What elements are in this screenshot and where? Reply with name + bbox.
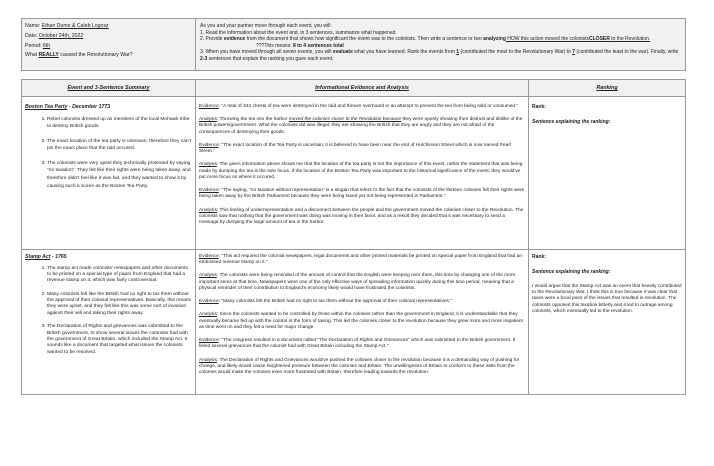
ranking-column-header: Ranking	[529, 80, 685, 97]
instructions	[197, 19, 685, 70]
event-column	[22, 80, 196, 394]
rank-label: Rank:	[532, 104, 546, 110]
instr-note: ???This means: 8 to 4 sentences total	[256, 42, 344, 49]
summary-list	[25, 116, 192, 191]
list-item: 2. Many colonists felt like the British had no right to tax them without the approval of their colonial representatives. Basically, this means they were upset, and they felt like this was some sort of invasion against their will and taking their rights away.	[47, 292, 192, 318]
evidence-text: Evidence: "The saying, "no taxation without representation" is a slogan that refers to the fact that the colonists of the thirteen colonies felt their rights were being taken away by the British Parliament because they were being taxed yet not being represented in Parliament."	[199, 188, 525, 200]
evidence-text: Evidence: "Many colonists felt the British had no right to tax them without the approval of their colonial representatives."	[199, 299, 452, 305]
analysis-text: Analysis: This feeling of underrepresentation and a disconnect between the people and the government moved the colonies closer to the Revolution. The colonists saw that nothing that the government was doing was moving in their favor, and as a result they decided that it was necessary to send a message by dumping the large amount of tea in the harbor.	[199, 207, 524, 226]
date-value: October 24th, 2022	[38, 32, 84, 39]
instr-step-1: 1. Read the information about the event and, in 3 sentences, summarize what happened.	[200, 29, 397, 36]
event-summary-stamp-act	[22, 251, 195, 366]
analysis-text: Analysis: The given information above shows me that the location of the tea party is not the importance of this event, rather the statement that was being made by dumping the tea is the sole focus. If the location of the Boston Tea Party was important to the historical significance of the event, they would've put more focus on where it occured.	[199, 162, 523, 180]
analysis-text: Analysis: The colonists were being reminded of the amount of control that the English were keeping over them, this time by changing one of the more important items at that time. Newspapers were one of the only effective ways of spreading information quickly during this time period, meaning that a physical reminder of their contribution to England's economy likely would have frustrated the colonists.	[199, 273, 516, 291]
rank-explanation: I would argue that the Stamp Act was an event that heavily contributed to the Revolutionary War. I think this is true because it was clear that taxes were a focal point of the issues that resulted in revolution. The colonists opposed this taxation bitterly and it led to outrage among colonists, which eventually led to the revolution.	[532, 283, 682, 315]
analysis-text: Analysis: The Declaration of Rights and Grievances would've pushed the colonies closer to the revolution because it is a demanding way of pushing for change, and likely would cause heightened pressure between the colonies and Britain. The unwillingness of Britain to conform to these asks from the colonies would make the colonies even more frustrated with Britain, therefore leading towards the revolution.	[199, 357, 520, 376]
list-item: 3. The Declaration of Rights and grievances was submitted to the British government, to show several issues the colonists had with the government of Great Britain, which included the Stamp Act. It sounds like a document that targeted what issues the colonists wanted to be resolved.	[47, 324, 192, 356]
instr-step-2: 2. Provide evidence from the document that shows how significant the event was to the colonists. Then write a sentence or two analyzing HOW this action moved the colonistsCLOSER to the Revolution.	[200, 36, 651, 42]
ranking-stamp-act	[529, 251, 685, 319]
instr-intro: As you and your partner move through each event, you will:	[200, 23, 332, 29]
evidence-text: Evidence: "This act required the colonial newspapers, legal documents and other printed materials be printed on special paper from England that had an embossed revenue stamp on it."	[199, 254, 523, 266]
event-title: Boston Tea Party - December 1773	[25, 104, 111, 110]
date-line: Date: October 24th, 2022	[25, 32, 84, 39]
event-column-header: Event and 3-Sentence Summary	[22, 80, 195, 97]
analysis-text: Analysis: Since the colonists wanted to be controlled by those within the colonies rather than the government in England, it is understandable that they eventually became fed up with the control in the form of taxing. This led the colonies closer to the revolution because they grew more and more impatient as time went on and they felt a need for major change.	[199, 312, 523, 330]
summary-list	[25, 266, 192, 357]
rank-explanation-label: Sentence explaining the ranking:	[532, 119, 611, 126]
ranking-column	[529, 80, 685, 394]
list-item: 3. The colonists were very upset they technically protested by saying "no taxation". They felt like their rights were being taken away, and therefore didn't feel like it was fair, and they wanted to show it by causing such a scene as the Boston Tea Party.	[47, 160, 192, 190]
ranking-boston-tea-party	[529, 101, 685, 137]
rank-explanation-label: Sentence explaining the ranking:	[532, 269, 611, 276]
list-item: 1. Rebel colonists dressed up as members of the local Mohawk tribe to destroy British goods.	[47, 116, 192, 131]
name-value: Ethan Dumo & Caleb Logosz	[41, 23, 109, 29]
header-box	[21, 18, 686, 71]
evidence-text: Evidence: "A total of 342 chests of tea were destroyed in the raid and thrown overboard in an attempt to prevent the tea from being sold or consumed."	[199, 104, 519, 109]
name-line: Name: Ethan Dumo & Caleb Logosz	[25, 23, 109, 29]
evidence-column	[196, 80, 529, 394]
list-item: 1. The stamp act made colonists' newspapers and other documents to be printed on a special type of paper from England that had a revenue stamp on it, which was fairly controversial.	[47, 266, 192, 285]
evidence-column-header: Informational Evidence and Analysis	[196, 80, 528, 97]
guiding-question: What REALLY caused the Revolutionary War?	[25, 52, 133, 59]
period-line: Period: 6th	[25, 42, 51, 49]
rank-label: Rank:	[532, 254, 546, 260]
evidence-text: Evidence: "The exact location of the Tea Party is uncertain; it is believed to have been near the end of Hutchinson Street which is now named Pearl Street."	[199, 142, 511, 155]
student-info	[22, 19, 196, 70]
event-title: Stamp Act - 1765	[25, 254, 67, 260]
instr-step-3: 3. When you have moved through all seven events, you will evaluate what you have learned. Rank the events from 1 (contributed the most to the Revolutionary War) to 7 (contributed the least to the war). Finally, write 2-3 sentences that explain the ranking you gave each event.	[200, 49, 679, 62]
events-table	[21, 79, 686, 395]
evidence-stamp-act	[196, 251, 528, 386]
analysis-text: Analysis: Throwing the tea into the harbor moved the colonies closer to the Revolution because they were openly showing their distrust and dislike of the British powers/government. What the colonists did was illegal; they are showing the British that they are angry and they are not afraid of the consequences of destroying their goods.	[199, 117, 523, 135]
event-summary-boston-tea-party	[22, 101, 195, 200]
evidence-boston-tea-party	[196, 101, 528, 236]
evidence-text: Evidence: "The congress resulted in a document called "The Declaration of Rights and Grievances" which was submitted to the British government. It listed several grievances that the colonist had with Great Britain including the Stamp Act."	[199, 338, 516, 350]
period-value: 6th	[42, 42, 51, 49]
list-item: 2. The exact location of the tea party is unknown, therefore they can't pin the exact place that the raid occured.	[47, 138, 192, 153]
